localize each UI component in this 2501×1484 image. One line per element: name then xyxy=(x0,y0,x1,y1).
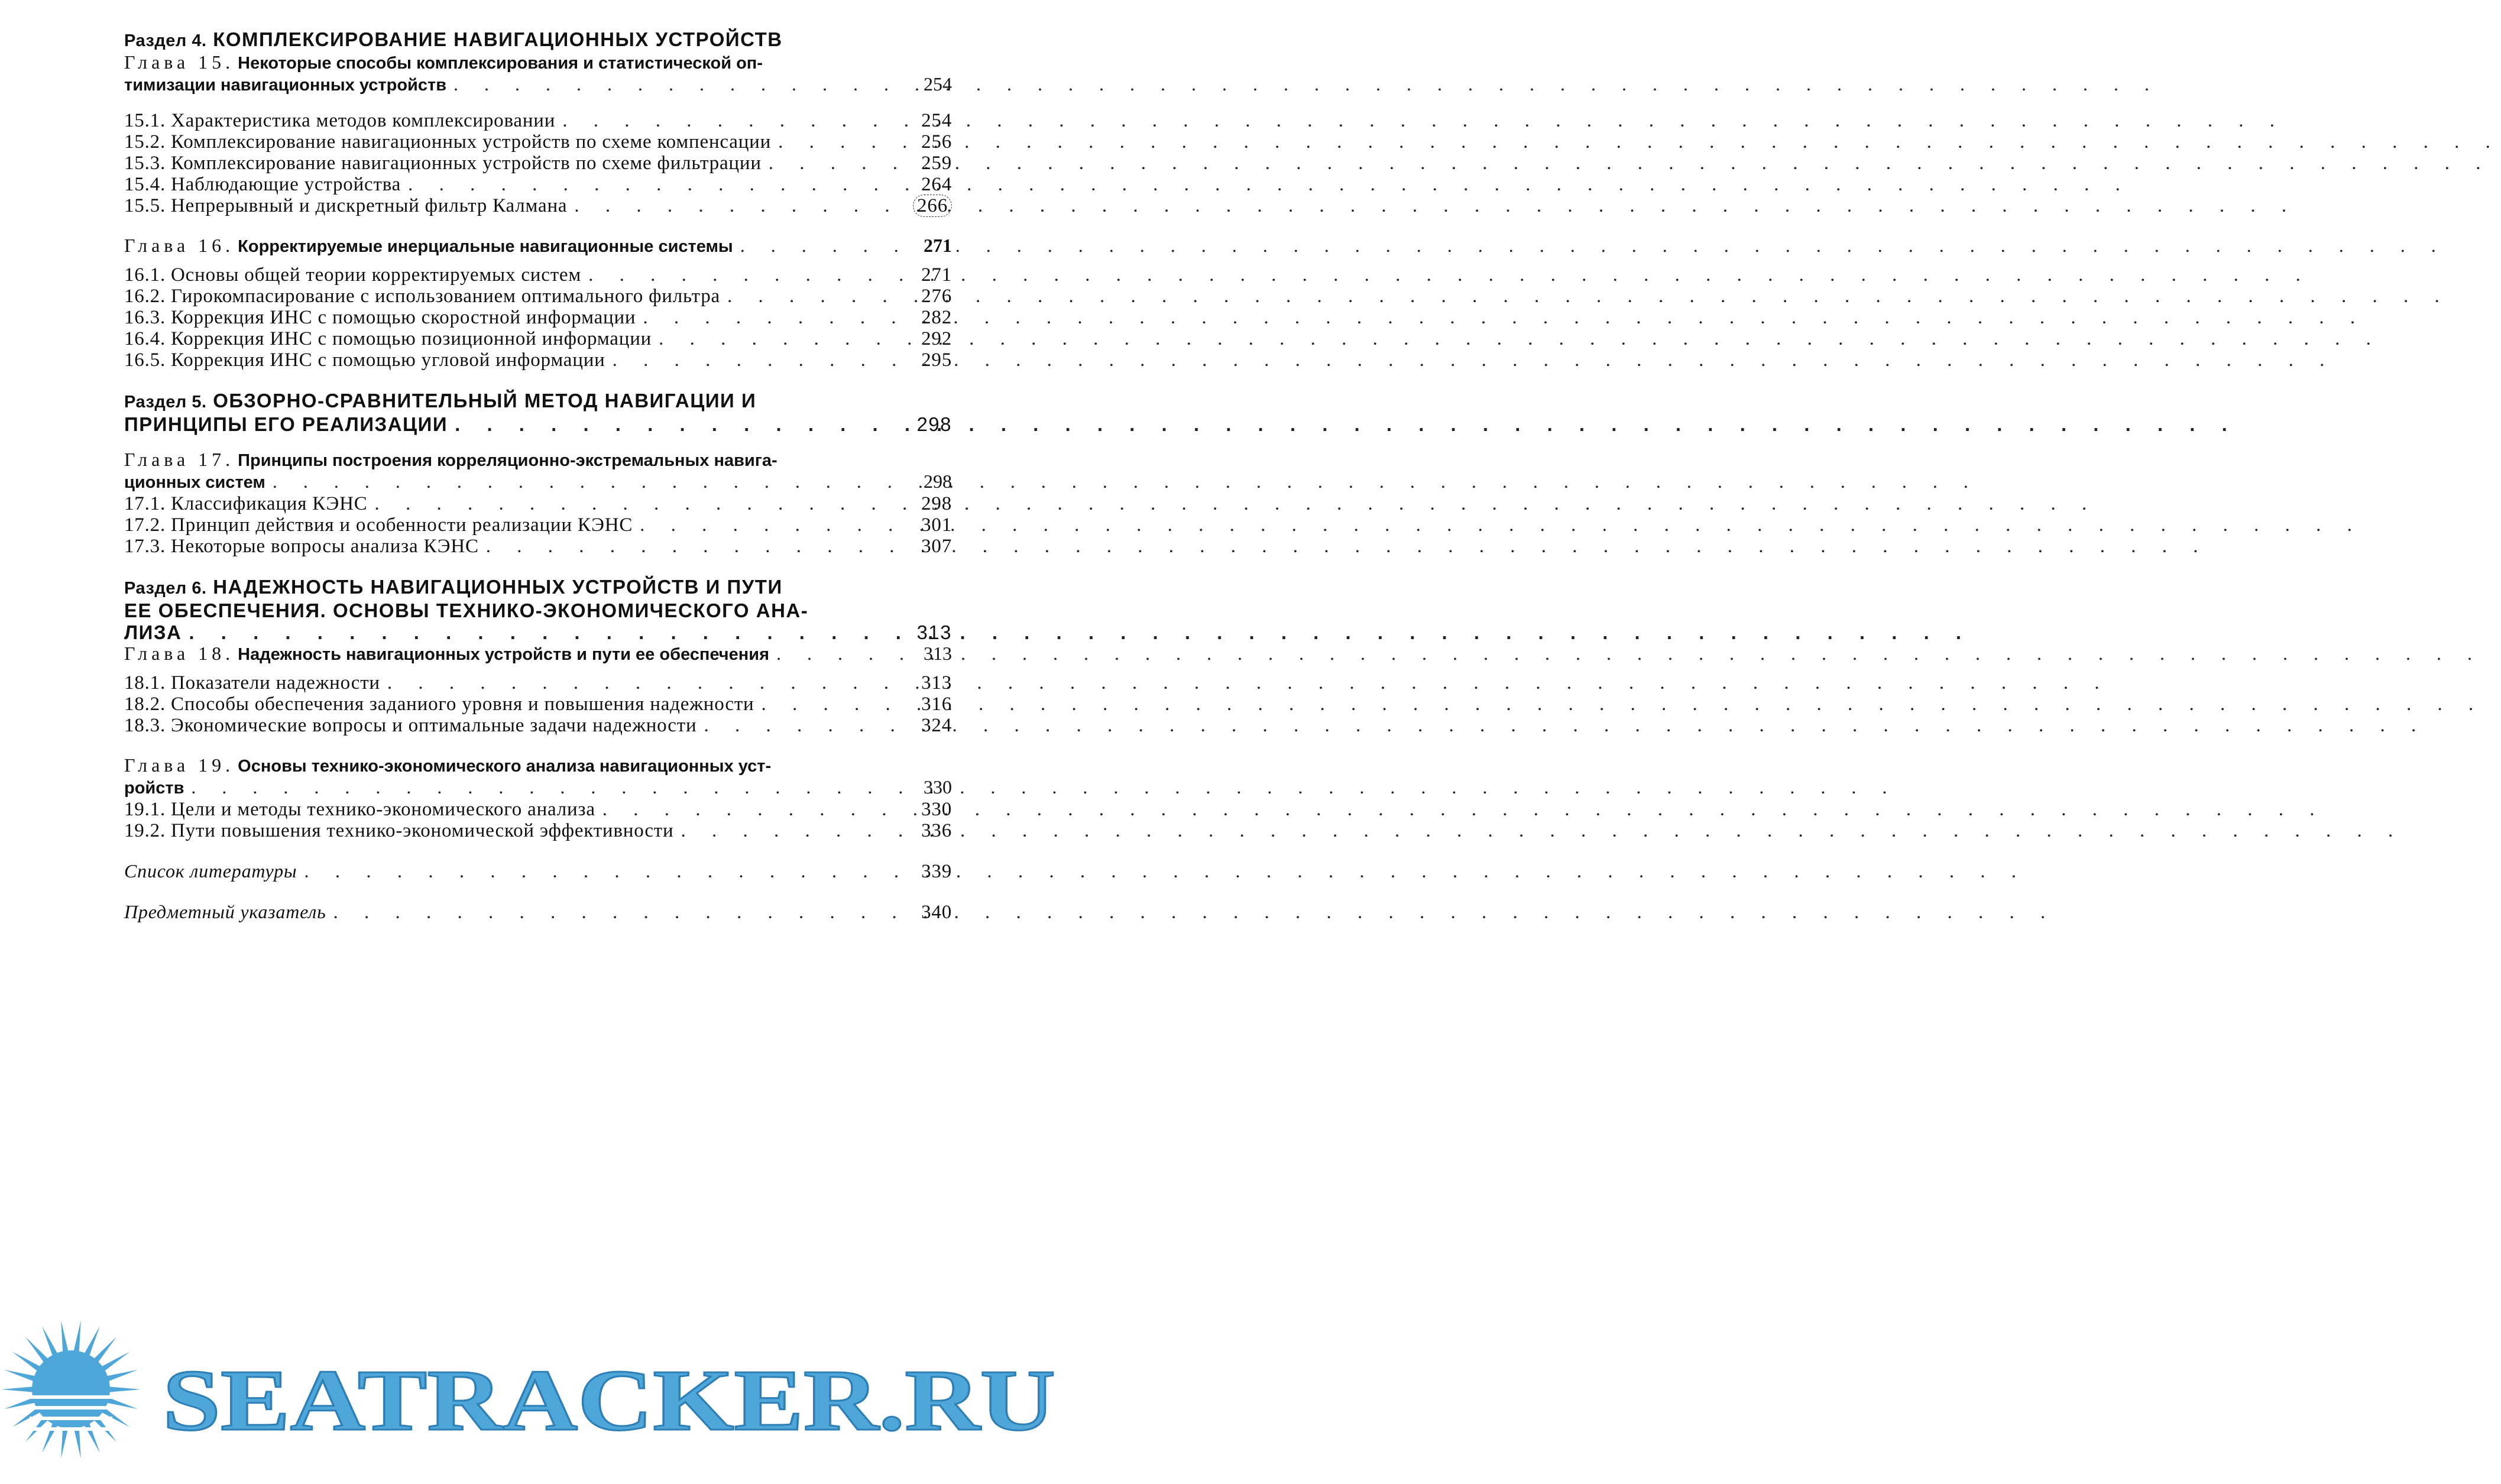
chapter-title: Основы технико-экономического анализа навигационных уст- xyxy=(238,757,772,776)
chapter-16-heading xyxy=(124,235,952,257)
entry-title: 17.3. Некоторые вопросы анализа КЭНС xyxy=(124,536,479,557)
entry-title: Предметный указатель xyxy=(124,901,326,922)
toc-entry xyxy=(124,715,952,736)
chapter-number: Глава 18. xyxy=(124,643,235,664)
page-number: 339 xyxy=(921,861,952,882)
sun-logo-icon xyxy=(1,1320,141,1459)
chapter-title: Принципы построения корреляционно-экстремальных навига- xyxy=(238,451,777,470)
section-title: ОБЗОРНО-СРАВНИТЕЛЬНЫЙ МЕТОД НАВИГАЦИИ И xyxy=(213,390,757,411)
entry-title: 19.2. Пути повышения технико-экономической эффективности xyxy=(124,820,674,841)
entry-title: 15.5. Непрерывный и дискретный фильтр Калмана xyxy=(124,195,568,216)
toc-entry xyxy=(124,820,952,841)
page-number: 307 xyxy=(921,536,952,557)
toc-entry xyxy=(124,110,952,131)
toc-entry xyxy=(124,349,952,371)
page-number: 340 xyxy=(921,902,952,923)
section-title: НАДЕЖНОСТЬ НАВИГАЦИОННЫХ УСТРОЙСТВ И ПУТИ xyxy=(213,576,783,598)
toc-entry xyxy=(124,799,952,820)
section-5-heading xyxy=(124,390,952,435)
chapter-title-cont: тимизации навигационных устройств xyxy=(124,76,447,95)
page-number: 313 xyxy=(921,672,952,694)
chapter-title: Некоторые способы комплексирования и статистической оп- xyxy=(238,54,763,73)
entry-title: 16.3. Коррекция ИНС с помощью скоростной информации xyxy=(124,307,636,328)
entry-title: 18.2. Способы обеспечения заданиого уровня и повышения надежности xyxy=(124,694,754,715)
page-number: 330 xyxy=(921,799,952,820)
page-number: 271 xyxy=(924,235,952,256)
references-entry xyxy=(124,860,952,882)
entry-title: 15.2. Комплексирование навигационных устройств по схеме компенсации xyxy=(124,131,772,153)
watermark-text: SEATRACKER.RU xyxy=(163,1352,1055,1449)
section-title-cont: ЛИЗА xyxy=(124,621,182,643)
chapter-15-heading xyxy=(124,52,952,96)
chapter-18-heading xyxy=(124,643,952,665)
entry-title: 15.3. Комплексирование навигационных устройств по схеме фильтрации xyxy=(124,153,762,174)
toc-entry xyxy=(124,264,952,286)
section-number: Раздел 6. xyxy=(124,579,207,598)
page-number: 295 xyxy=(921,349,952,371)
section-title-cont: ПРИНЦИПЫ ЕГО РЕАЛИЗАЦИИ xyxy=(124,413,448,435)
toc-entry xyxy=(124,514,952,536)
chapter-title: Надежность навигационных устройств и пути ее обеспечения xyxy=(238,645,770,664)
wave-line xyxy=(30,1427,112,1431)
page-number: 330 xyxy=(924,776,952,798)
toc-entry xyxy=(124,672,952,694)
wave-line xyxy=(30,1417,112,1420)
entry-title: 15.1. Характеристика методов комплексировании xyxy=(124,110,556,131)
toc-entry xyxy=(124,694,952,715)
entry-title: 17.2. Принцип действия и особенности реализации КЭНС xyxy=(124,514,633,536)
page-number: 271 xyxy=(921,264,952,286)
page-number: 298 xyxy=(921,493,952,514)
wave-line xyxy=(30,1406,112,1410)
toc-entry xyxy=(124,328,952,349)
page-number: 254 xyxy=(924,73,952,95)
entry-title: 16.1. Основы общей теории корректируемых систем xyxy=(124,264,582,286)
page-number: 324 xyxy=(921,715,952,736)
entry-title: 16.4. Коррекция ИНС с помощью позиционной информации xyxy=(124,328,652,349)
entry-title: Список литературы xyxy=(124,860,297,882)
page-number: 256 xyxy=(921,131,952,153)
page-number: 298 xyxy=(916,413,952,435)
chapter-title-cont: ройств xyxy=(124,779,184,798)
table-of-contents xyxy=(124,28,952,923)
chapter-17-heading xyxy=(124,449,952,493)
chapter-number: Глава 19. xyxy=(124,754,235,776)
entry-title: 16.5. Коррекция ИНС с помощью угловой информации xyxy=(124,349,605,371)
page-number: 259 xyxy=(921,153,952,174)
chapter-number: Глава 16. xyxy=(124,235,235,256)
chapter-19-heading xyxy=(124,755,952,799)
section-number: Раздел 5. xyxy=(124,393,207,411)
toc-entry xyxy=(124,286,952,307)
entry-title: 18.3. Экономические вопросы и оптимальные задачи надежности xyxy=(124,715,697,736)
entry-title: 19.1. Цели и методы технико-экономического анализа xyxy=(124,799,595,820)
toc-entry xyxy=(124,307,952,328)
chapter-title: Корректируемые инерциальные навигационные системы xyxy=(238,237,733,256)
subject-index-entry xyxy=(124,901,952,923)
page-number: 264 xyxy=(921,174,952,195)
entry-title: 16.2. Гирокомпасирование с использованием оптимального фильтра xyxy=(124,286,721,307)
page-number: 336 xyxy=(921,820,952,841)
entry-title: 18.1. Показатели надежности xyxy=(124,672,380,694)
chapter-number: Глава 15. xyxy=(124,51,235,73)
section-number: Раздел 4. xyxy=(124,31,207,50)
page-number: 254 xyxy=(921,110,952,131)
toc-entry xyxy=(124,153,952,174)
entry-title: 15.4. Наблюдающие устройства xyxy=(124,174,401,195)
toc-entry xyxy=(124,536,952,557)
toc-entry xyxy=(124,195,952,216)
section-title-cont: ЕЕ ОБЕСПЕЧЕНИЯ. ОСНОВЫ ТЕХНИКО-ЭКОНОМИЧЕСКОГО АНА- xyxy=(124,600,809,621)
section-title: КОМПЛЕКСИРОВАНИЕ НАВИГАЦИОННЫХ УСТРОЙСТВ xyxy=(213,28,783,50)
page-number: 313 xyxy=(916,621,952,643)
page-number: 292 xyxy=(921,328,952,349)
toc-entry xyxy=(124,493,952,514)
chapter-number: Глава 17. xyxy=(124,449,235,470)
page-number: 276 xyxy=(921,286,952,307)
circled-page-number: 266 xyxy=(913,195,952,217)
toc-entry xyxy=(124,174,952,195)
toc-entry xyxy=(124,131,952,153)
page-number: 301 xyxy=(921,514,952,536)
section-4-heading xyxy=(124,28,952,52)
page-number: 313 xyxy=(924,643,952,664)
page-number: 316 xyxy=(921,694,952,715)
section-6-heading xyxy=(124,576,952,643)
page-number: 298 xyxy=(924,471,952,492)
chapter-title-cont: ционных систем xyxy=(124,473,265,492)
page-number: 282 xyxy=(921,307,952,328)
watermark-banner xyxy=(0,1289,1071,1484)
entry-title: 17.1. Классификация КЭНС xyxy=(124,493,368,514)
wave-line xyxy=(30,1395,112,1399)
